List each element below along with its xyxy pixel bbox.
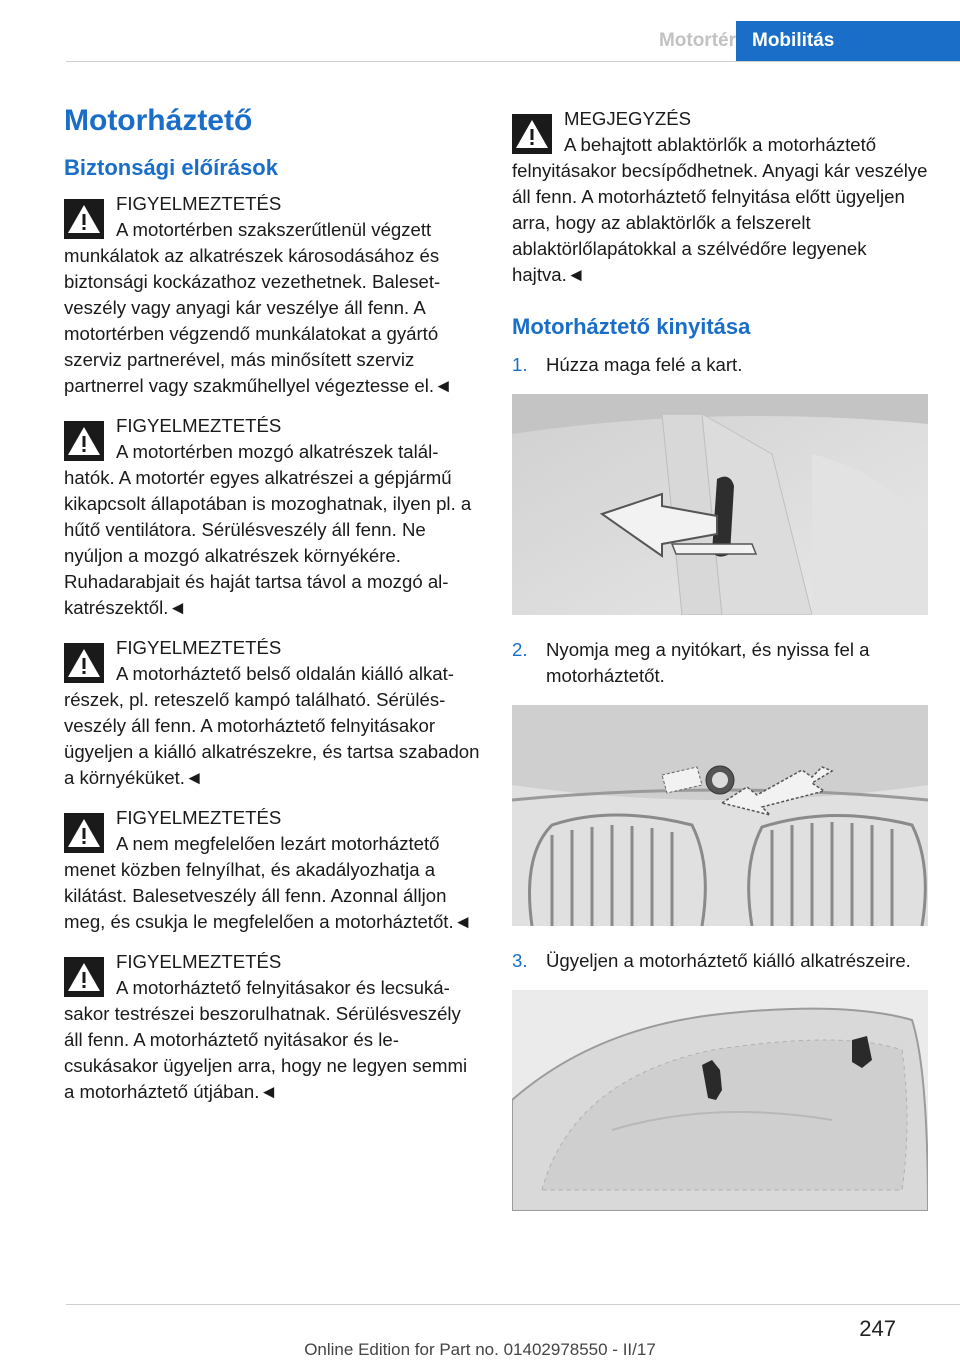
warning-triangle-icon bbox=[512, 114, 552, 154]
section-tab-motorter[interactable]: Motortér bbox=[658, 30, 736, 51]
page-number: 247 bbox=[859, 1316, 896, 1341]
section-heading-open-hood: Motorháztető kinyitása bbox=[512, 314, 751, 339]
warning-triangle-icon bbox=[64, 199, 104, 239]
warning-label: FIGYELMEZTETÉS bbox=[116, 637, 282, 658]
warning-text: A nem megfelelően lezárt motorháztető menet közben felnyílhat, és akadályozhatja a kilátást. Balesetveszély áll fenn. Azonnal álljon meg, és csukja le megfelelően a motorháztetőt.◄ bbox=[64, 833, 473, 932]
warning-triangle-icon bbox=[64, 643, 104, 683]
warning-block bbox=[64, 191, 480, 399]
warning-text: A motortérben mozgó alkatrészek találhatók. A motortér egyes alkatrészei a gépjármű kikapcsolt állapotában is mozoghatnak, ilyen pl. a hűtő ventilátora. Sérülésveszély áll fenn. Ne nyúljon a mozgó alkatrészek környékére. Ruhadarabjait és haját tartsa távol a mozgó alkatrészektől.◄ bbox=[64, 441, 472, 618]
step-number: 2. bbox=[512, 639, 528, 660]
warning-block bbox=[64, 949, 480, 1105]
list-item bbox=[512, 637, 930, 689]
edition-footer: Online Edition for Part no. 01402978550 - II/17 bbox=[304, 1340, 656, 1359]
warning-label: FIGYELMEZTETÉS bbox=[116, 193, 282, 214]
note-block bbox=[512, 106, 930, 288]
list-item bbox=[512, 352, 930, 378]
steps-list bbox=[512, 948, 930, 974]
section-heading-safety: Biztonsági előírások bbox=[64, 155, 278, 180]
warning-label: FIGYELMEZTETÉS bbox=[116, 807, 282, 828]
header-divider bbox=[66, 61, 960, 62]
note-text: A behajtott ablaktörlők a motorháztető felnyitásakor becsípődhetnek. Anyagi kár veszélye áll fenn. A motorháztető felnyitása előtt ügyeljen arra, hogy az ablaktörlők a felszerelt ablaktörlőlapátokkal a szélvédőre legyenek hajtva.◄ bbox=[512, 134, 928, 285]
warning-label: FIGYELMEZTETÉS bbox=[116, 951, 282, 972]
step-text: Ügyeljen a motorháztető kiálló alkatrészeire. bbox=[546, 950, 911, 971]
warning-text: A motorháztető belső oldalán kiálló alkatrészek, pl. reteszelő kampó található. Sérülésveszély áll fenn. A motorháztető felnyitásakor ügyeljen a kiálló alkatrészekre, és tartsa szabadon a környéküket.◄ bbox=[64, 663, 480, 788]
page-title: Motorháztető bbox=[64, 104, 253, 137]
right-column bbox=[512, 100, 930, 1211]
section-tab-mobilitas[interactable]: Mobilitás bbox=[736, 21, 960, 61]
warning-text: A motorháztető felnyitásakor és lecsukásakor testrészei beszorulhatnak. Sérülésveszély áll fenn. A motorháztető nyitásakor és lecsukásakor ügyeljen arra, hogy ne legyen semmi a motorháztető útjában.◄ bbox=[64, 977, 468, 1102]
list-item bbox=[512, 948, 930, 974]
step-number: 3. bbox=[512, 950, 528, 971]
warning-text: A motortérben szakszerűtlenül végzett munkálatok az alkatrészek károsodásához és biztonsági kockázathoz vezethetnek. Balesetveszély vagy anyagi kár veszélye áll fenn. A motortérben végzendő munkálatokat a gyártó szerviz partnerével, más minősített szerviz partnerrel vagy szakműhellyel végeztesse el.◄ bbox=[64, 219, 453, 396]
warning-triangle-icon bbox=[64, 957, 104, 997]
warning-block bbox=[64, 413, 480, 621]
page-header bbox=[0, 0, 960, 62]
warning-triangle-icon bbox=[64, 421, 104, 461]
step-text: Nyomja meg a nyitókart, és nyissa fel a motorháztetőt. bbox=[546, 639, 870, 686]
warning-block bbox=[64, 805, 480, 935]
warning-triangle-icon bbox=[64, 813, 104, 853]
footer-divider bbox=[66, 1304, 960, 1305]
step-text: Húzza maga felé a kart. bbox=[546, 354, 743, 375]
note-label: MEGJEGYZÉS bbox=[564, 108, 692, 129]
steps-list bbox=[512, 637, 930, 689]
photo-hood-underside bbox=[512, 990, 928, 1211]
photo-hood-release-lever bbox=[512, 394, 928, 615]
warning-block bbox=[64, 635, 480, 791]
step-number: 1. bbox=[512, 354, 528, 375]
left-column bbox=[64, 95, 480, 1105]
steps-list bbox=[512, 352, 930, 378]
warning-label: FIGYELMEZTETÉS bbox=[116, 415, 282, 436]
photo-hood-opener bbox=[512, 705, 928, 926]
